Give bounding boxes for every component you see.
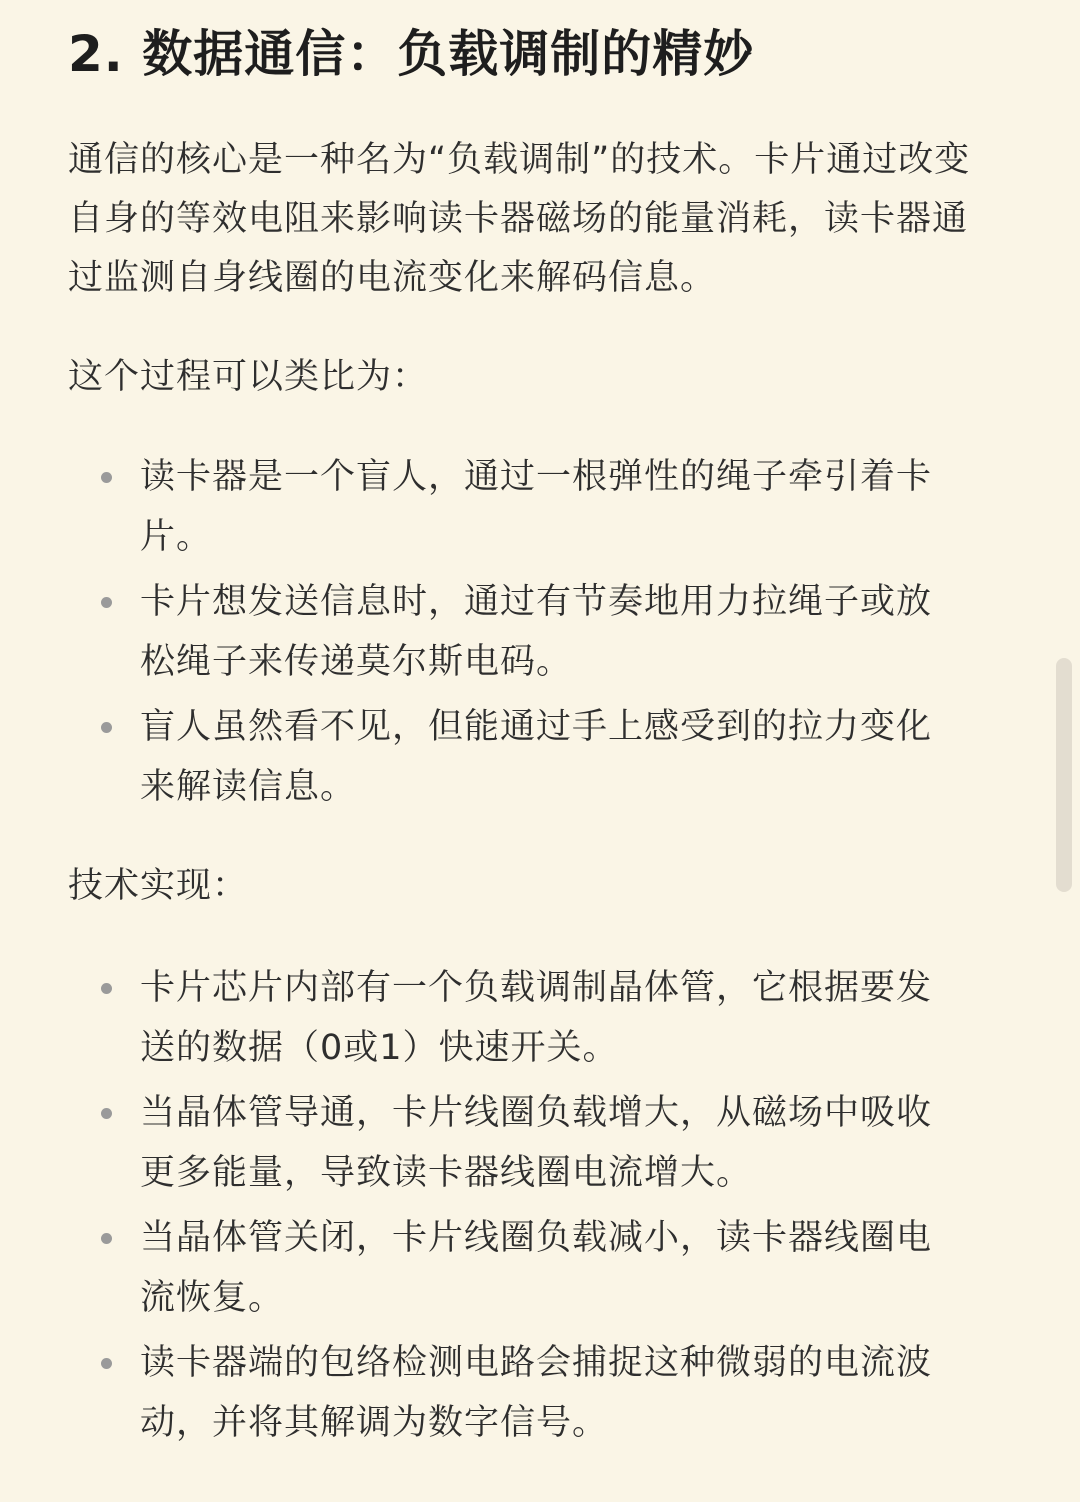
list-item-text: 当晶体管关闭，卡片线圈负载减小，读卡器线圈电流恢复。: [140, 1218, 933, 1318]
list-item-text: 读卡器端的包络检测电路会捕捉这种微弱的电流波动，并将其解调为数字信号。: [140, 1343, 933, 1443]
list-item-text: 卡片芯片内部有一个负载调制晶体管，它根据要发送的数据（0或1）快速开关。: [140, 968, 933, 1068]
analogy-lead: 这个过程可以类比为：: [68, 357, 429, 397]
bullet-dot-icon: [101, 983, 112, 994]
list-item: [0, 1208, 965, 1328]
list-item-text: 当晶体管导通，卡片线圈负载增大，从磁场中吸收更多能量，导致读卡器线圈电流增大。: [140, 1093, 933, 1193]
list-item-text: 盲人虽然看不见，但能通过手上感受到的拉力变化来解读信息。: [140, 707, 933, 807]
bullet-dot-icon: [101, 1108, 112, 1119]
list-item: [0, 697, 965, 817]
bullet-dot-icon: [101, 722, 112, 733]
bullet-dot-icon: [101, 1358, 112, 1369]
bullet-dot-icon: [101, 597, 112, 608]
list-item: [0, 1083, 965, 1203]
list-item: [0, 1333, 965, 1453]
list-item-text: 卡片想发送信息时，通过有节奏地用力拉绳子或放松绳子来传递莫尔斯电码。: [140, 582, 933, 682]
list-item: [0, 958, 965, 1078]
list-item: [0, 447, 965, 567]
bullet-dot-icon: [101, 472, 112, 483]
list-item: [0, 572, 965, 692]
list-item-text: 读卡器是一个盲人，通过一根弹性的绳子牵引着卡片。: [140, 457, 933, 557]
analogy-list: [0, 447, 965, 822]
implementation-lead: 技术实现：: [68, 866, 249, 906]
bullet-dot-icon: [101, 1233, 112, 1244]
scrollbar-thumb[interactable]: [1056, 658, 1072, 892]
intro-paragraph: 通信的核心是一种名为“负载调制”的技术。卡片通过改变自身的等效电阻来影响读卡器磁场的能量消耗，读卡器通过监测自身线圈的电流变化来解码信息。: [68, 140, 971, 298]
implementation-list: [0, 958, 965, 1458]
section-heading: 2. 数据通信：负载调制的精妙: [68, 25, 755, 83]
